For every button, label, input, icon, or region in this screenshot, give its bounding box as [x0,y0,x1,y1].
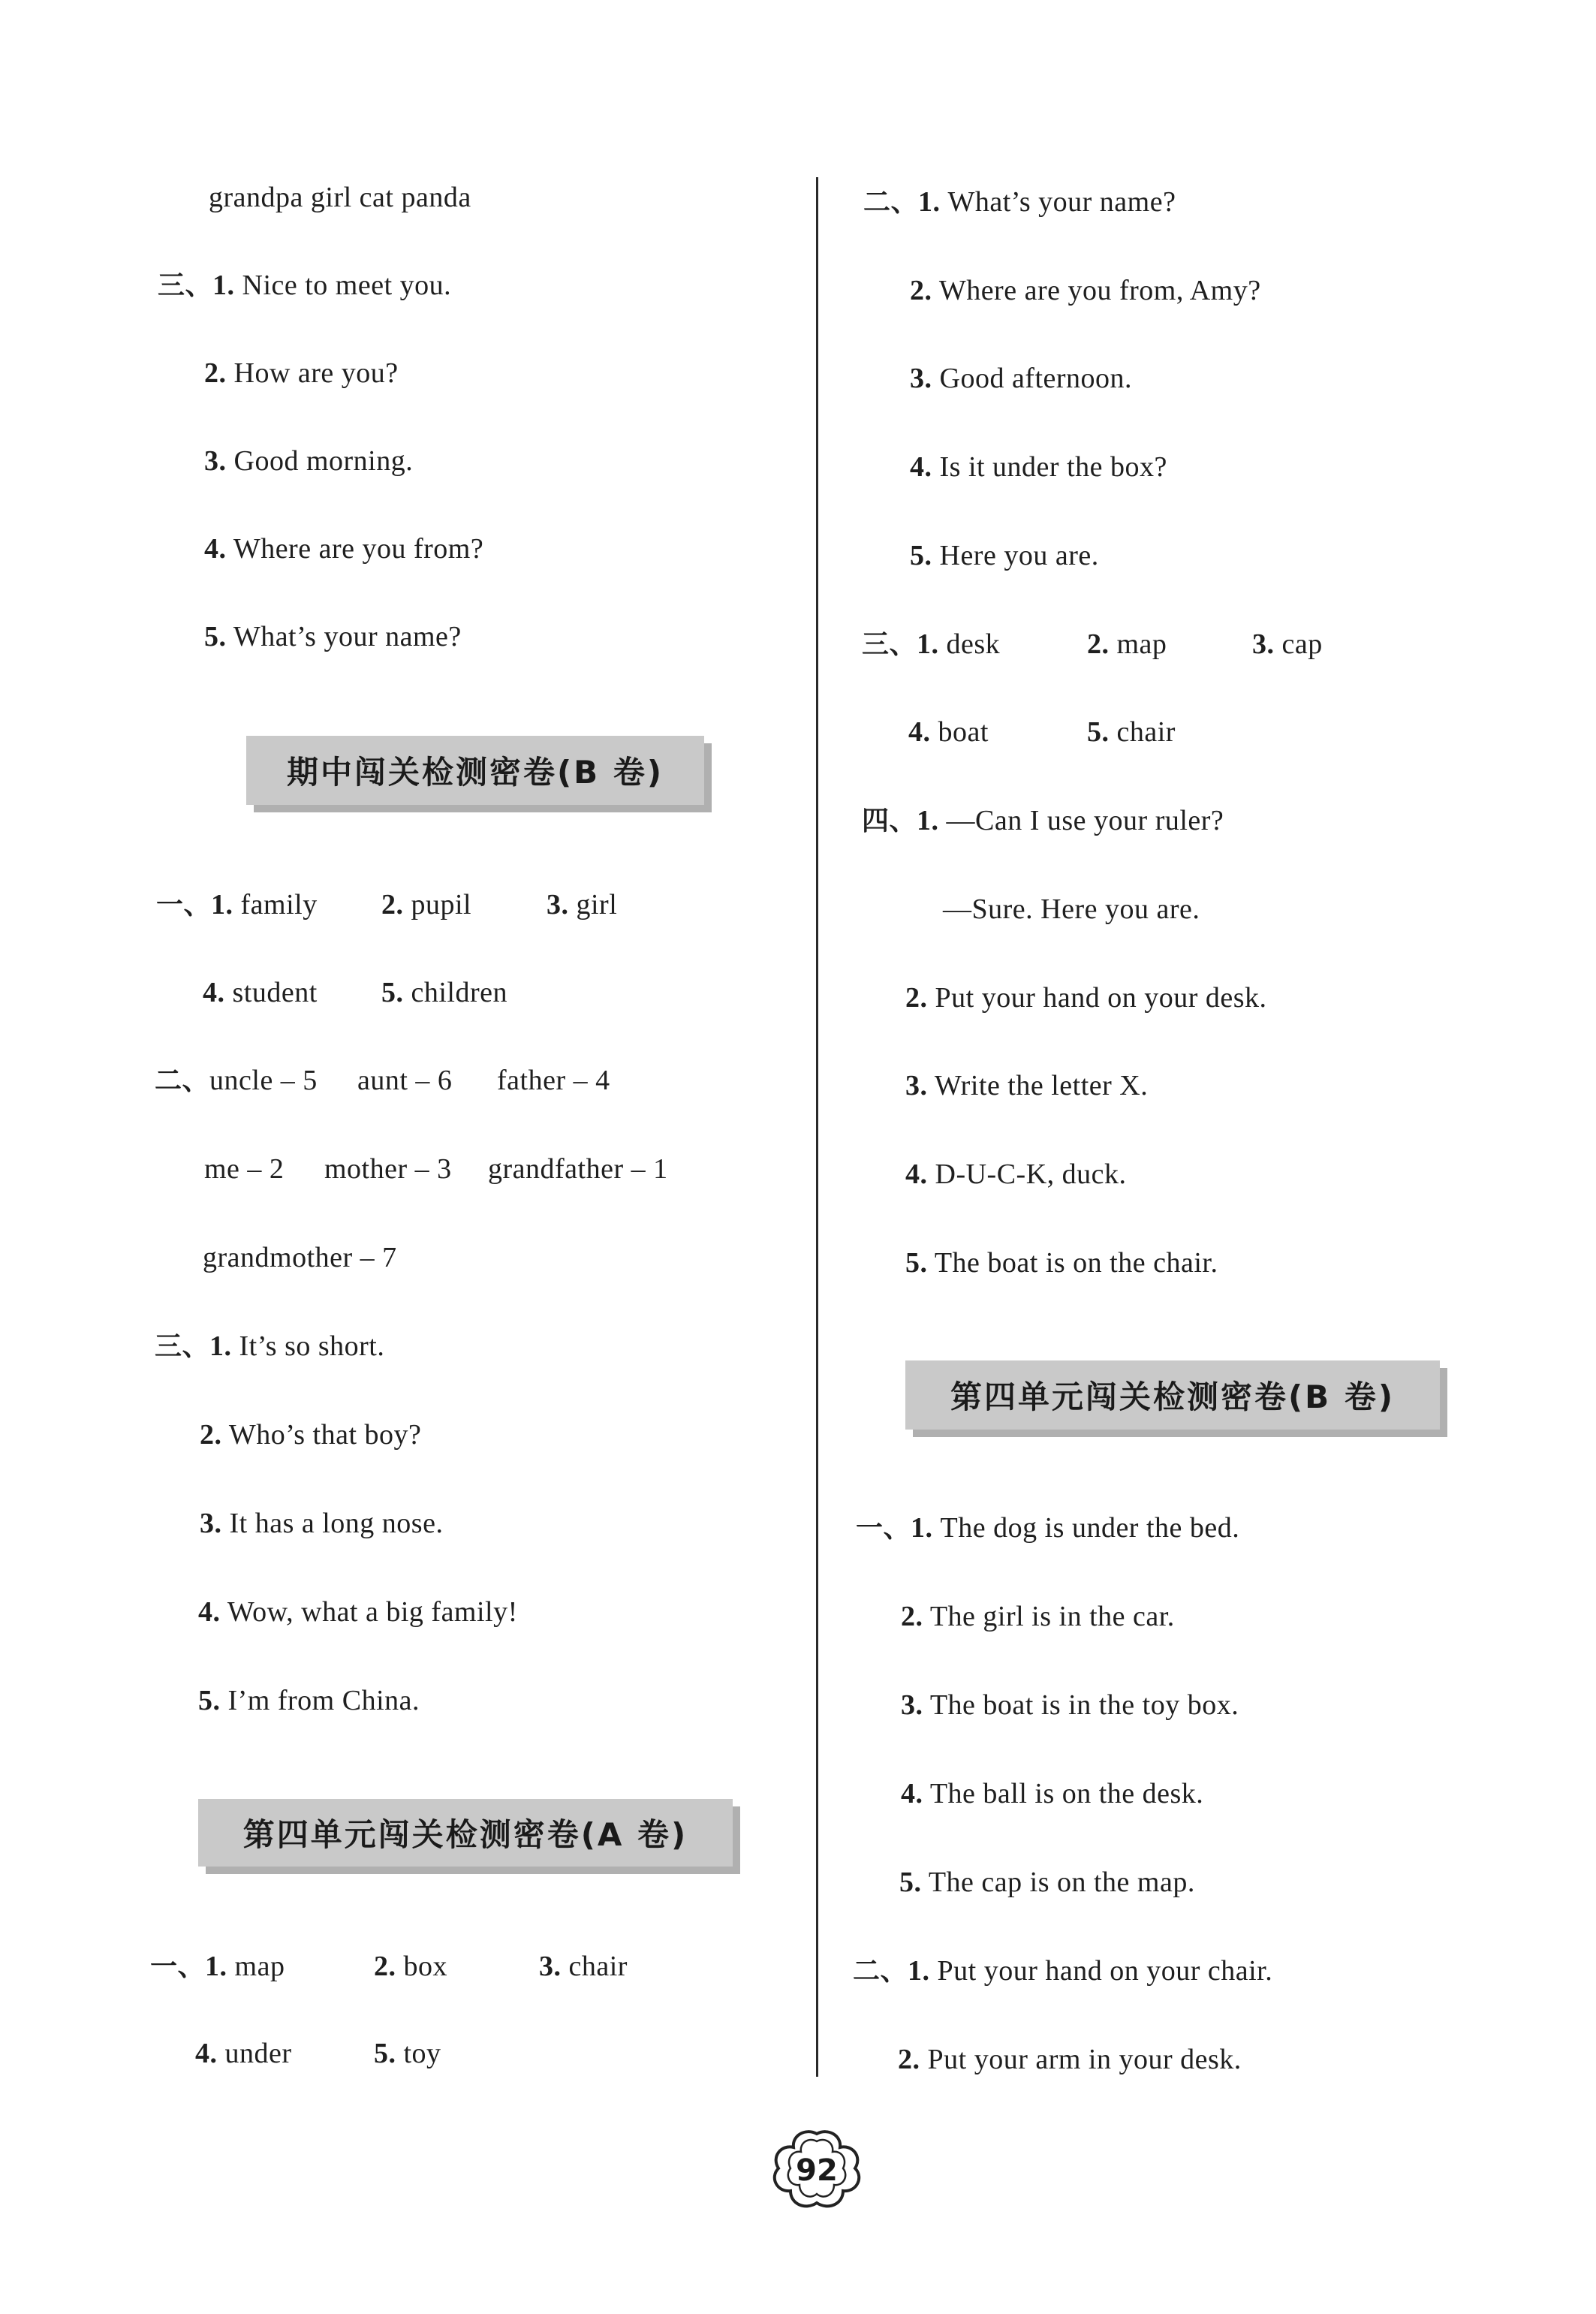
answer-line [910,450,1167,484]
item-number: 4. [901,1778,923,1809]
item-number: 5. [1087,716,1110,748]
item-number: 1. [911,1512,933,1544]
answer-text: cap [1281,628,1323,660]
section-marker: 四、 [862,806,917,836]
answer-line [898,2042,1242,2077]
item-number: 3. [901,1689,923,1721]
answer-line [374,1949,447,1984]
answer-text: girl [576,889,618,920]
answer-text: It’s so short. [239,1330,385,1362]
item-number: 1. [917,628,939,660]
section-marker: 三、 [158,270,213,301]
answer-text: father – 4 [497,1065,610,1096]
item-number: 1. [205,1951,227,1982]
item-number: 2. [898,2044,920,2075]
answer-text: me – 2 [204,1153,285,1185]
item-number: 5. [374,2038,396,2069]
item-number: 1. [211,889,233,920]
answer-text: The boat is on the chair. [934,1247,1218,1279]
answer-text: The boat is in the toy box. [929,1689,1239,1721]
answer-line [203,975,318,1010]
item-number: 2. [381,889,404,920]
answer-text: Good morning. [233,445,414,477]
answer-text: Where are you from, Amy? [938,275,1261,306]
item-number: 5. [381,977,404,1008]
answer-text: What’s your name? [233,621,462,652]
answer-line [204,532,483,566]
answer-line [853,1954,1272,1989]
answer-text: desk [946,628,1001,660]
answer-line [899,1865,1195,1900]
item-number: 5. [204,621,227,652]
answer-line [198,1683,420,1718]
section-marker: 二、 [863,187,919,218]
item-number: 1. [209,1330,232,1362]
answer-line [863,185,1176,220]
column-divider [816,177,818,2077]
section-marker: 二、 [853,1956,908,1987]
item-number: 3. [539,1951,562,1982]
section-banner-unit4b: 第四单元闯关检测密卷(B 卷) [905,1360,1440,1430]
answer-text: Put your hand on your desk. [935,982,1267,1014]
answer-line [539,1949,628,1984]
answer-text: aunt – 6 [357,1065,453,1096]
answer-line [1087,715,1176,749]
answer-text: grandmother – 7 [203,1242,397,1273]
answer-text: Put your arm in your desk. [927,2044,1242,2075]
item-number: 2. [901,1601,923,1632]
item-number: 4. [195,2038,218,2069]
answer-line [901,1776,1203,1811]
section-banner-midterm: 期中闯关检测密卷(B 卷) [246,736,704,805]
answer-text: box [403,1951,447,1982]
item-number: 1. [212,270,235,301]
section-marker: 三、 [155,1331,210,1362]
page-number-badge [769,2129,864,2212]
answer-text: Nice to meet you. [242,270,452,301]
answer-line [1087,627,1167,661]
answer-text: Here you are. [939,540,1099,571]
answer-line [155,1329,384,1364]
answer-text: The girl is in the car. [929,1601,1175,1632]
answer-line [905,981,1267,1015]
answer-line [862,803,1224,839]
answer-line [204,619,462,654]
item-number: 3. [200,1508,222,1539]
item-number: 5. [910,540,932,571]
item-number: 1. [918,186,941,218]
item-number: 2. [910,275,932,306]
answer-text: chair [1116,716,1176,748]
answer-text: I’m from China. [227,1685,420,1716]
item-number: 2. [374,1951,396,1982]
answer-line [905,1068,1148,1103]
answer-line [381,975,507,1010]
answer-text: Good afternoon. [939,363,1133,394]
item-number: 3. [547,889,569,920]
answer-text: pupil [411,889,472,920]
item-number: 4. [908,716,931,748]
answer-line [198,1595,518,1629]
answer-text: mother – 3 [324,1153,452,1185]
answer-line [856,1511,1239,1546]
answer-text: Is it under the box? [939,451,1167,483]
answer-line [200,1506,443,1541]
answer-line [910,273,1261,308]
answer-text: —Can I use your ruler? [946,805,1224,836]
section-marker: 一、 [156,890,212,920]
answer-text: under [224,2038,292,2069]
answer-text: The dog is under the bed. [940,1512,1240,1544]
item-number: 3. [905,1070,928,1101]
item-number: 3. [204,445,227,477]
answer-text: map [1116,628,1167,660]
answer-text: toy [403,2038,441,2069]
item-number: 4. [203,977,225,1008]
answer-line [547,887,617,922]
answer-text: Wow, what a big family! [227,1596,518,1628]
answer-line [910,361,1132,396]
answer-line [910,538,1099,573]
answer-line [200,1418,421,1452]
answer-text: student [232,977,318,1008]
answer-line [204,356,399,390]
answer-line [908,715,989,749]
answer-text: It has a long nose. [229,1508,444,1539]
answer-text: uncle – 5 [209,1065,318,1096]
answer-text: boat [938,716,989,748]
item-number: 4. [910,451,932,483]
answer-line [195,2036,292,2071]
section-marker: 二、 [155,1065,210,1096]
section-marker: 三、 [862,629,917,660]
answer-text: Put your hand on your chair. [937,1955,1273,1987]
word-list-line: grandpa girl cat panda [209,182,471,213]
answer-line [374,2036,441,2071]
answer-line [905,1157,1127,1192]
answer-line [901,1688,1239,1722]
answer-line [862,627,1000,662]
item-number: 2. [200,1419,222,1451]
item-number: 2. [905,982,928,1014]
item-number: 5. [899,1867,922,1898]
answer-text: Where are you from? [233,533,484,565]
answer-text: How are you? [233,357,399,389]
item-number: 1. [908,1955,930,1987]
answer-text: The cap is on the map. [928,1867,1195,1898]
answer-text: children [411,977,508,1008]
answer-line [204,444,413,478]
item-number: 1. [917,805,939,836]
item-number: 5. [198,1685,221,1716]
answer-text: map [234,1951,285,1982]
section-banner-unit4a: 第四单元闯关检测密卷(A 卷) [198,1799,733,1867]
item-number: 3. [910,363,932,394]
item-number: 4. [198,1596,221,1628]
item-number: 5. [905,1247,928,1279]
answer-text: chair [568,1951,628,1982]
answer-line [1252,627,1323,661]
item-number: 3. [1252,628,1275,660]
answer-line [901,1599,1175,1634]
answer-text: grandfather – 1 [488,1153,668,1185]
answer-text: —Sure. Here you are. [943,893,1200,925]
answer-line [158,268,451,303]
answer-text: The ball is on the desk. [929,1778,1204,1809]
item-number: 2. [1087,628,1110,660]
answer-line [381,887,471,922]
item-number: 4. [905,1159,928,1190]
answer-line [155,1063,318,1098]
page-number: 92 [796,2153,838,2188]
section-marker: 一、 [856,1513,911,1544]
answer-text: Who’s that boy? [228,1419,422,1451]
section-marker: 一、 [150,1951,206,1982]
answer-text: Write the letter X. [934,1070,1149,1101]
answer-text: D-U-C-K, duck. [935,1159,1127,1190]
answer-text: What’s your name? [947,186,1176,218]
answer-line [150,1949,285,1984]
item-number: 2. [204,357,227,389]
answer-text: family [240,889,318,920]
answer-line [905,1246,1218,1280]
item-number: 4. [204,533,227,565]
answer-line [156,887,318,923]
